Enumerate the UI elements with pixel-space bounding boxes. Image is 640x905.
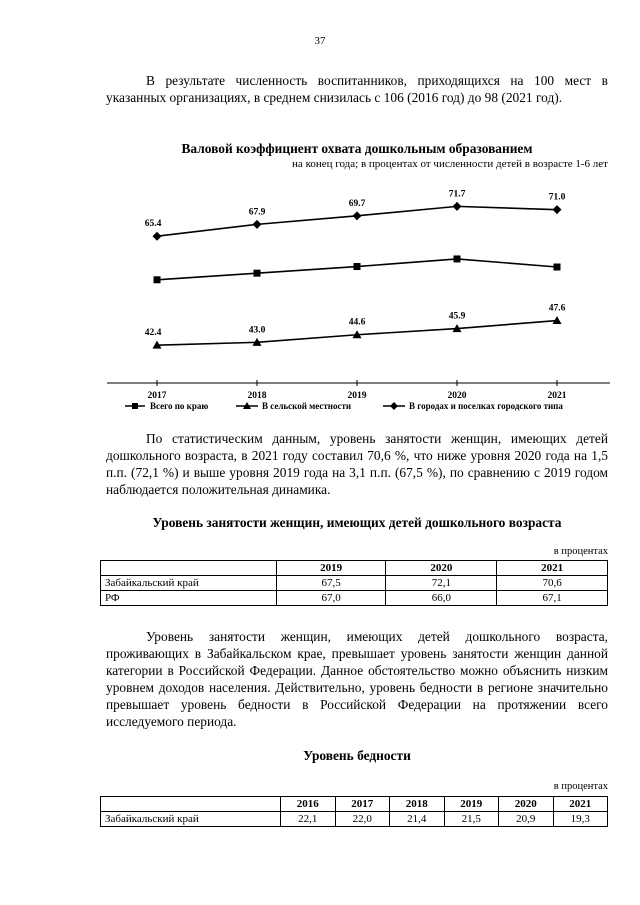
x-tick-label: 2019 — [347, 391, 367, 401]
data-point — [154, 276, 161, 283]
table-header-cell: 2020 — [386, 561, 497, 576]
data-label: 65.4 — [144, 219, 162, 230]
table-cell: 72,1 — [386, 576, 497, 591]
table-row — [101, 576, 608, 591]
poverty-table-unit: в процентах — [553, 781, 608, 792]
x-tick-label: 2020 — [447, 391, 467, 401]
data-point — [454, 255, 461, 262]
data-point — [353, 211, 362, 220]
page-number: 37 — [314, 35, 326, 47]
table-cell: 21,5 — [444, 812, 499, 827]
data-point — [554, 264, 561, 271]
x-tick-label: 2018 — [247, 391, 267, 401]
data-label: 69.7 — [348, 198, 366, 209]
legend-label: В сельской местности — [262, 401, 352, 411]
table-cell: 67,1 — [497, 591, 608, 606]
data-point — [354, 263, 361, 270]
table-header-cell — [101, 561, 277, 576]
table-header-cell: 2021 — [553, 797, 608, 812]
poverty-table — [100, 796, 608, 827]
table-header-cell: 2018 — [390, 797, 445, 812]
data-point — [553, 205, 562, 214]
chart-title: Валовой коэффициент охвата дошкольным образованием — [181, 141, 533, 156]
table-row — [101, 812, 608, 827]
legend-marker — [132, 403, 138, 409]
data-label: 47.6 — [548, 303, 566, 314]
legend-label: В городах и поселках городского типа — [409, 401, 563, 411]
table-header-row — [101, 561, 608, 576]
table-header-cell: 2016 — [281, 797, 336, 812]
table-cell: 67,0 — [276, 591, 386, 606]
table-row-name: РФ — [101, 591, 277, 606]
table-cell: 66,0 — [386, 591, 497, 606]
poverty-table-title: Уровень бедности — [303, 748, 411, 763]
table-header-cell: 2019 — [276, 561, 386, 576]
table-row-name: Забайкальский край — [101, 576, 277, 591]
table-header-cell: 2017 — [335, 797, 390, 812]
data-label: 42.4 — [144, 328, 162, 339]
data-label: 45.9 — [448, 311, 466, 322]
data-point — [453, 202, 462, 211]
table-cell: 70,6 — [497, 576, 608, 591]
x-tick-label: 2021 — [547, 391, 567, 401]
table-row — [101, 591, 608, 606]
series-line — [157, 206, 557, 236]
chart-subtitle: на конец года; в процентах от численности детей в возрасте 1-6 лет — [292, 158, 608, 170]
x-tick-label: 2017 — [147, 391, 167, 401]
data-point — [153, 232, 162, 241]
data-label: 71.0 — [548, 192, 566, 203]
table-cell: 22,0 — [335, 812, 390, 827]
legend-marker — [390, 402, 398, 410]
poverty-paragraph: Уровень занятости женщин, имеющих детей дошкольного возраста, проживающих в Забайкальском крае, превышает уровень занятости женщин данной категории в Российской Федерации. Данное обстоятельство можно объяснить низким уровнем доходов населения. Действительно, уровень бедности в регионе значительно превышает уровень бедности в Российской Федерации на протяжении всего исследуемого периода. — [106, 629, 608, 729]
legend-label: Всего по краю — [150, 401, 209, 411]
table-header-row — [101, 797, 608, 812]
data-label: 67.9 — [248, 207, 266, 218]
data-label: 44.6 — [348, 317, 366, 328]
data-label: 43.0 — [248, 325, 266, 336]
table-cell: 19,3 — [553, 812, 608, 827]
table-cell: 22,1 — [281, 812, 336, 827]
employment-table — [100, 560, 608, 606]
table-header-cell: 2021 — [497, 561, 608, 576]
table-header-cell — [101, 797, 281, 812]
data-point — [254, 270, 261, 277]
table-row-name: Забайкальский край — [101, 812, 281, 827]
table-header-cell: 2019 — [444, 797, 499, 812]
intro-paragraph: В результате численность воспитанников, приходящихся на 100 мест в указанных организациях, в среднем снизилась с 106 (2016 год) до 98 (2021 год). — [106, 73, 608, 105]
data-label: 71.7 — [448, 189, 466, 200]
coverage-line-chart — [100, 176, 620, 416]
employment-table-unit: в процентах — [553, 546, 608, 557]
table-cell: 20,9 — [499, 812, 554, 827]
table-cell: 67,5 — [276, 576, 386, 591]
table-cell: 21,4 — [390, 812, 445, 827]
employment-table-title: Уровень занятости женщин, имеющих детей дошкольного возраста — [152, 515, 562, 530]
table-header-cell: 2020 — [499, 797, 554, 812]
data-point — [253, 220, 262, 229]
employment-paragraph: По статистическим данным, уровень занятости женщин, имеющих детей дошкольного возраста, в 2021 году составил 70,6 %, что ниже уровня 2020 года на 1,5 п.п. (72,1 %) и выше уровня 2019 года на 3,1 п.п. (67,5 %), по сравнению с 2019 годом наблюдается положительная динамика. — [106, 431, 608, 497]
